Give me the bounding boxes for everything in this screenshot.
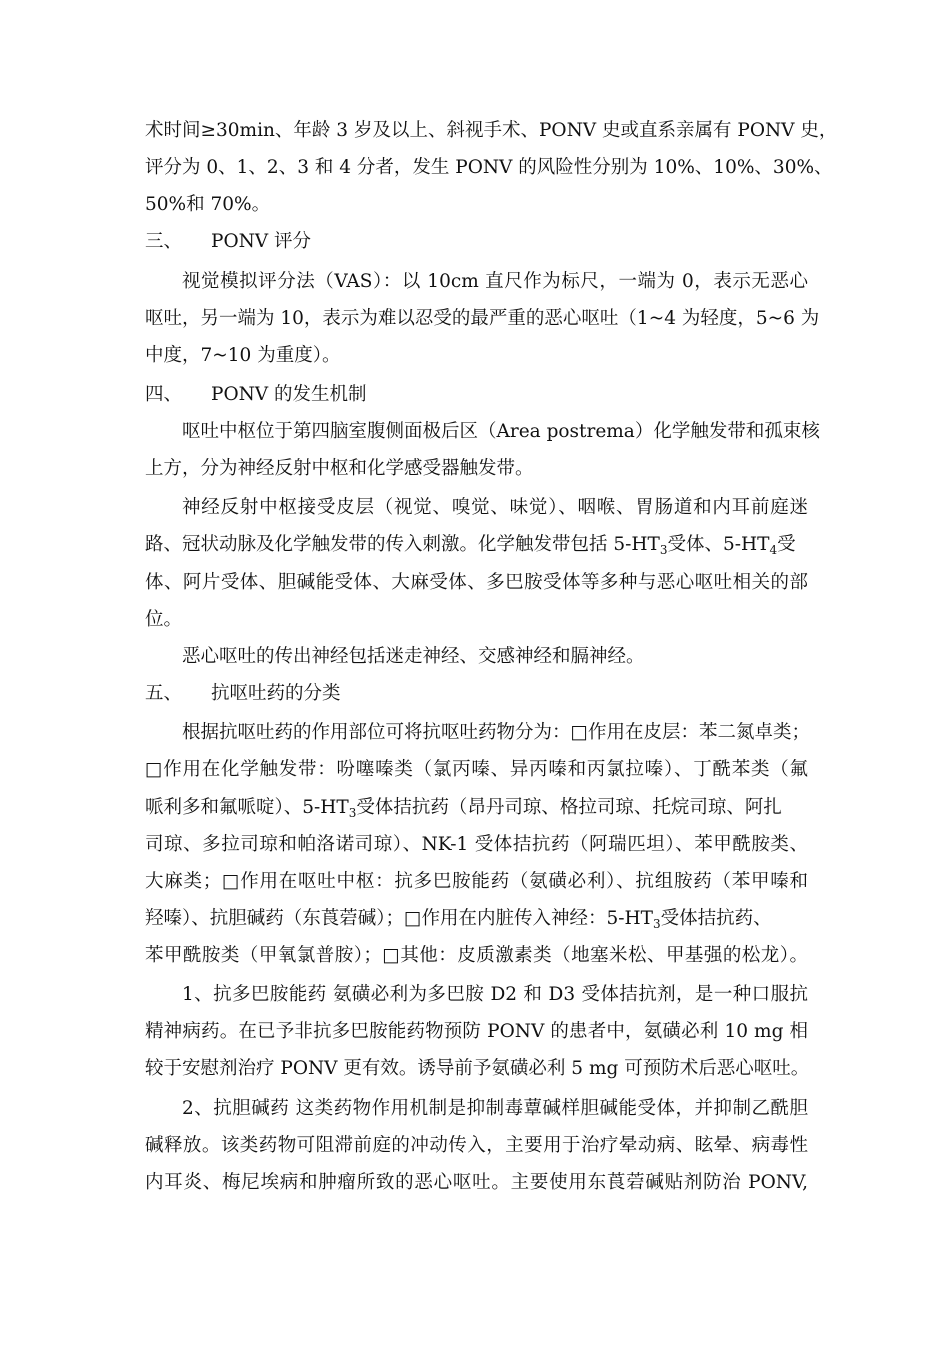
text-line: 内耳炎、梅尼埃病和肿瘤所致的恶心呕吐。主要使用东莨菪碱贴剂防治 PONV, xyxy=(145,1172,808,1193)
heading-title: 抗呕吐药的分类 xyxy=(211,683,341,704)
text-line: 碱释放。该类药物可阻滞前庭的冲动传入，主要用于治疗晕动病、眩晕、病毒性 xyxy=(145,1135,808,1156)
text-line xyxy=(0,526,950,563)
text-segment: 羟嗪）、抗胆碱药（东莨菪碱）；□作用在内脏传入神经：5-HT xyxy=(145,908,653,929)
text-line: 2、抗胆碱药 这类药物作用机制是抑制毒蕈碱样胆碱能受体，并抑制乙酰胆 xyxy=(182,1098,808,1119)
text-line: 体、阿片受体、胆碱能受体、大麻受体、多巴胺受体等多种与恶心呕吐相关的部 xyxy=(145,572,808,593)
text-line: 精神病药。在已予非抗多巴胺能药物预防 PONV 的患者中，氨磺必利 10 mg 相 xyxy=(145,1021,808,1042)
subscript: 3 xyxy=(659,543,668,557)
section-heading xyxy=(0,223,950,260)
text-line: 中度，7~10 为重度）。 xyxy=(145,345,341,366)
text-line: 较于安慰剂治疗 PONV 更有效。诱导前予氨磺必利 5 mg 可预防术后恶心呕吐。 xyxy=(145,1058,810,1079)
heading-title: PONV 的发生机制 xyxy=(211,384,367,405)
heading-number: 五、 xyxy=(145,683,183,704)
text-segment: 受体拮抗药（昂丹司琼、格拉司琼、托烷司琼、阿扎 xyxy=(356,797,782,818)
text-line: 呕吐中枢位于第四脑室腹侧面极后区（Area postrema）化学触发带和孤束核 xyxy=(182,421,820,442)
section-heading xyxy=(0,675,950,712)
text-line: 恶心呕吐的传出神经包括迷走神经、交感神经和膈神经。 xyxy=(182,646,645,667)
text-line: 1、抗多巴胺能药 氨磺必利为多巴胺 D2 和 D3 受体拮抗剂，是一种口服抗 xyxy=(182,984,808,1005)
text-line: 苯甲酰胺类（甲氧氯普胺）；□其他：皮质激素类（地塞米松、甲基强的松龙）。 xyxy=(145,945,808,966)
text-segment: 哌利多和氟哌啶）、5-HT xyxy=(145,797,349,818)
section-heading xyxy=(0,376,950,413)
text-line xyxy=(0,900,950,937)
text-line: 位。 xyxy=(145,609,183,630)
text-segment: 受体拮抗药、 xyxy=(660,908,772,929)
subscript: 3 xyxy=(348,806,357,820)
text-line: 司琼、多拉司琼和帕洛诺司琼）、NK-1 受体拮抗药（阿瑞匹坦）、苯甲酰胺类、 xyxy=(145,834,808,855)
subscript: 4 xyxy=(769,543,778,557)
text-line: 根据抗呕吐药的作用部位可将抗呕吐药物分为：□作用在皮层：苯二氮卓类； xyxy=(182,722,810,743)
text-line: 大麻类；□作用在呕吐中枢：抗多巴胺能药（氨磺必利）、抗组胺药（苯甲嗪和 xyxy=(145,871,808,892)
text-segment: 路、冠状动脉及化学触发带的传入刺激。化学触发带包括 5-HT xyxy=(145,534,660,555)
subscript: 3 xyxy=(652,917,661,931)
text-line: 50%和 70%。 xyxy=(145,194,271,215)
text-line: 术时间≥30min、年龄 3 岁及以上、斜视手术、PONV 史或直系亲属有 PONV 史， xyxy=(145,120,838,141)
text-line: 呕吐，另一端为 10，表示为难以忍受的最严重的恶心呕吐（1~4 为轻度，5~6 为 xyxy=(145,308,820,329)
text-segment: 受 xyxy=(777,534,796,555)
text-line: 神经反射中枢接受皮层（视觉、嗅觉、味觉）、咽喉、胃肠道和内耳前庭迷 xyxy=(182,497,808,518)
text-segment: 受体、5-HT xyxy=(667,534,770,555)
text-line: □作用在化学触发带：吩噻嗪类（氯丙嗪、异丙嗪和丙氯拉嗪）、丁酰苯类（氟 xyxy=(145,759,808,780)
text-line xyxy=(0,789,950,826)
text-line: 评分为 0、1、2、3 和 4 分者，发生 PONV 的风险性分别为 10%、10%、30%、 xyxy=(145,157,833,178)
heading-number: 四、 xyxy=(145,384,183,405)
text-line: 上方，分为神经反射中枢和化学感受器触发带。 xyxy=(145,458,534,479)
text-line: 视觉模拟评分法（VAS）：以 10cm 直尺作为标尺，一端为 0，表示无恶心 xyxy=(182,271,808,292)
heading-number: 三、 xyxy=(145,231,183,252)
heading-title: PONV 评分 xyxy=(211,231,312,252)
